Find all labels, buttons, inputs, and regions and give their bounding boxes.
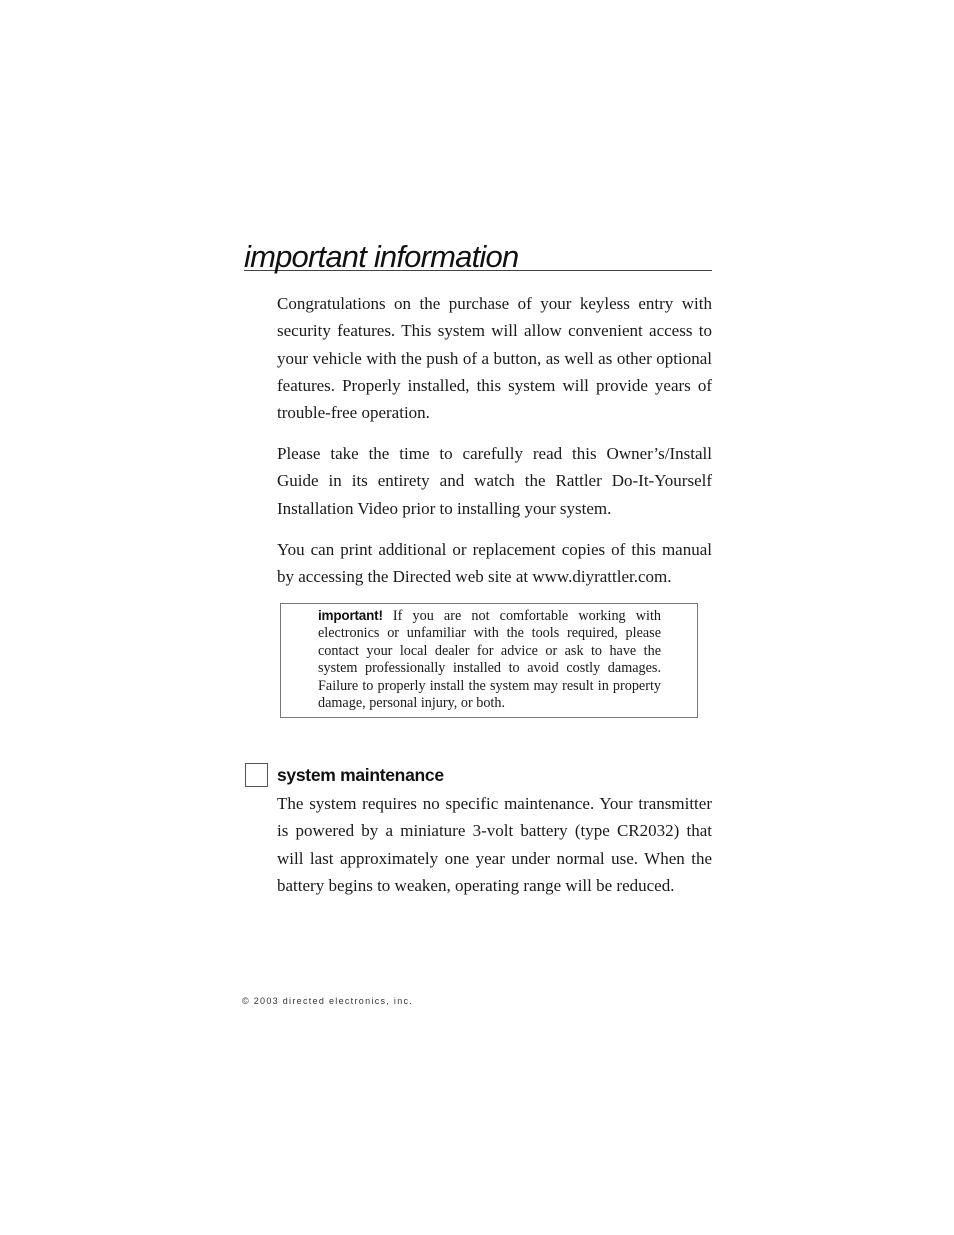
footer-copyright: © 2003 directed electronics, inc. <box>242 996 414 1006</box>
checkbox-icon[interactable] <box>245 763 268 787</box>
title-rule <box>244 236 712 274</box>
notice-label: important! <box>318 608 383 623</box>
important-notice-box <box>280 603 698 718</box>
intro-paragraph-1: Congratulations on the purchase of your keyless entry with security features. This system will allow convenient access to your vehicle with the push of a button, as well as other optional features. Properly installed, this system will provide years of trouble-free operation. <box>277 294 712 423</box>
intro-paragraph-2: Please take the time to carefully read this Owner’s/Install Guide in its entirety and watch the Rattler Do-It-Yourself Installation Video prior to installing your system. <box>277 444 712 518</box>
notice-text: If you are not comfortable working with electronics or unfamiliar with the tools required, please contact your local dealer for advice or ask to have the system professionally installed to avoid costly damages. Failure to properly install the system may result in property damage, personal injury, or both. <box>318 608 662 712</box>
section-heading-maintenance: system maintenance <box>277 765 444 785</box>
page-title: important information <box>244 239 519 274</box>
maintenance-paragraph: The system requires no specific maintenance. Your transmitter is powered by a miniature 3-volt battery (type CR2032) that will last approximately one year under normal use. When the battery begins to weaken, operating range will be reduced. <box>277 794 712 895</box>
notice-paragraph <box>318 607 661 712</box>
intro-paragraph-3: You can print additional or replacement copies of this manual by accessing the Directed web site at www.diyrattler.com. <box>277 540 712 587</box>
